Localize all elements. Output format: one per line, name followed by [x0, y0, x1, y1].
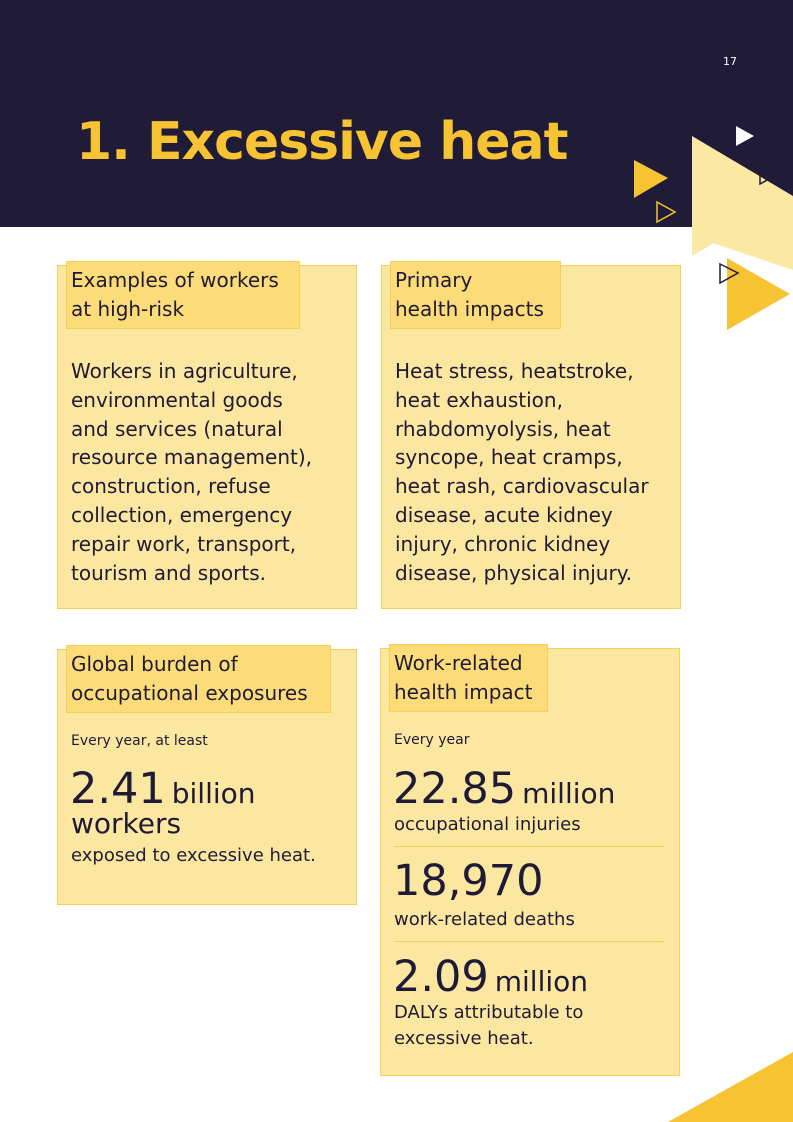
card-impact-heading: Work-related health impact	[389, 644, 548, 712]
card-health-text: Heat stress, heatstroke, heat exhaustion, rhabdomyolysis, heat syncope, heat cramps, heat rash, cardiovascular disease, acute kidney injury, chronic kidney disease, physical injury.	[395, 359, 649, 585]
stat-divider	[394, 941, 665, 942]
card-burden-heading: Global burden of occupational exposures	[66, 645, 331, 713]
page-number: 17	[723, 55, 737, 68]
stat-dalys-desc-line1: DALYs attributable to	[394, 1002, 584, 1023]
stat-dalys-desc-line2: excessive heat.	[394, 1028, 534, 1049]
stat-injuries-value: 22.85 million	[393, 764, 616, 814]
stat-injuries-desc: occupational injuries	[394, 814, 581, 835]
card-health-heading: Primary health impacts	[390, 261, 561, 329]
card-burden-unit-cont: workers	[71, 807, 182, 840]
triangle-yellow-right	[727, 258, 790, 330]
stat-deaths-value: 18,970	[393, 856, 544, 906]
card-impact-intro: Every year	[394, 732, 470, 748]
stat-divider	[394, 846, 665, 847]
stat-dalys-value: 2.09 million	[393, 952, 589, 1002]
card-burden-value: 2.41 billion	[70, 764, 256, 814]
card-burden-intro: Every year, at least	[71, 733, 208, 749]
card-workers-heading: Examples of workers at high-risk	[66, 261, 300, 329]
card-burden-desc: exposed to excessive heat.	[71, 845, 316, 866]
triangle-outline-dark	[720, 264, 738, 283]
triangle-bottom-corner	[668, 1052, 793, 1122]
page-title: 1. Excessive heat	[76, 112, 568, 172]
stat-deaths-desc: work-related deaths	[394, 909, 575, 930]
card-workers-text: Workers in agriculture, environmental goods and services (natural resource management), construction, refuse collection, emergency repair work, transport, tourism and sports.	[71, 359, 312, 585]
